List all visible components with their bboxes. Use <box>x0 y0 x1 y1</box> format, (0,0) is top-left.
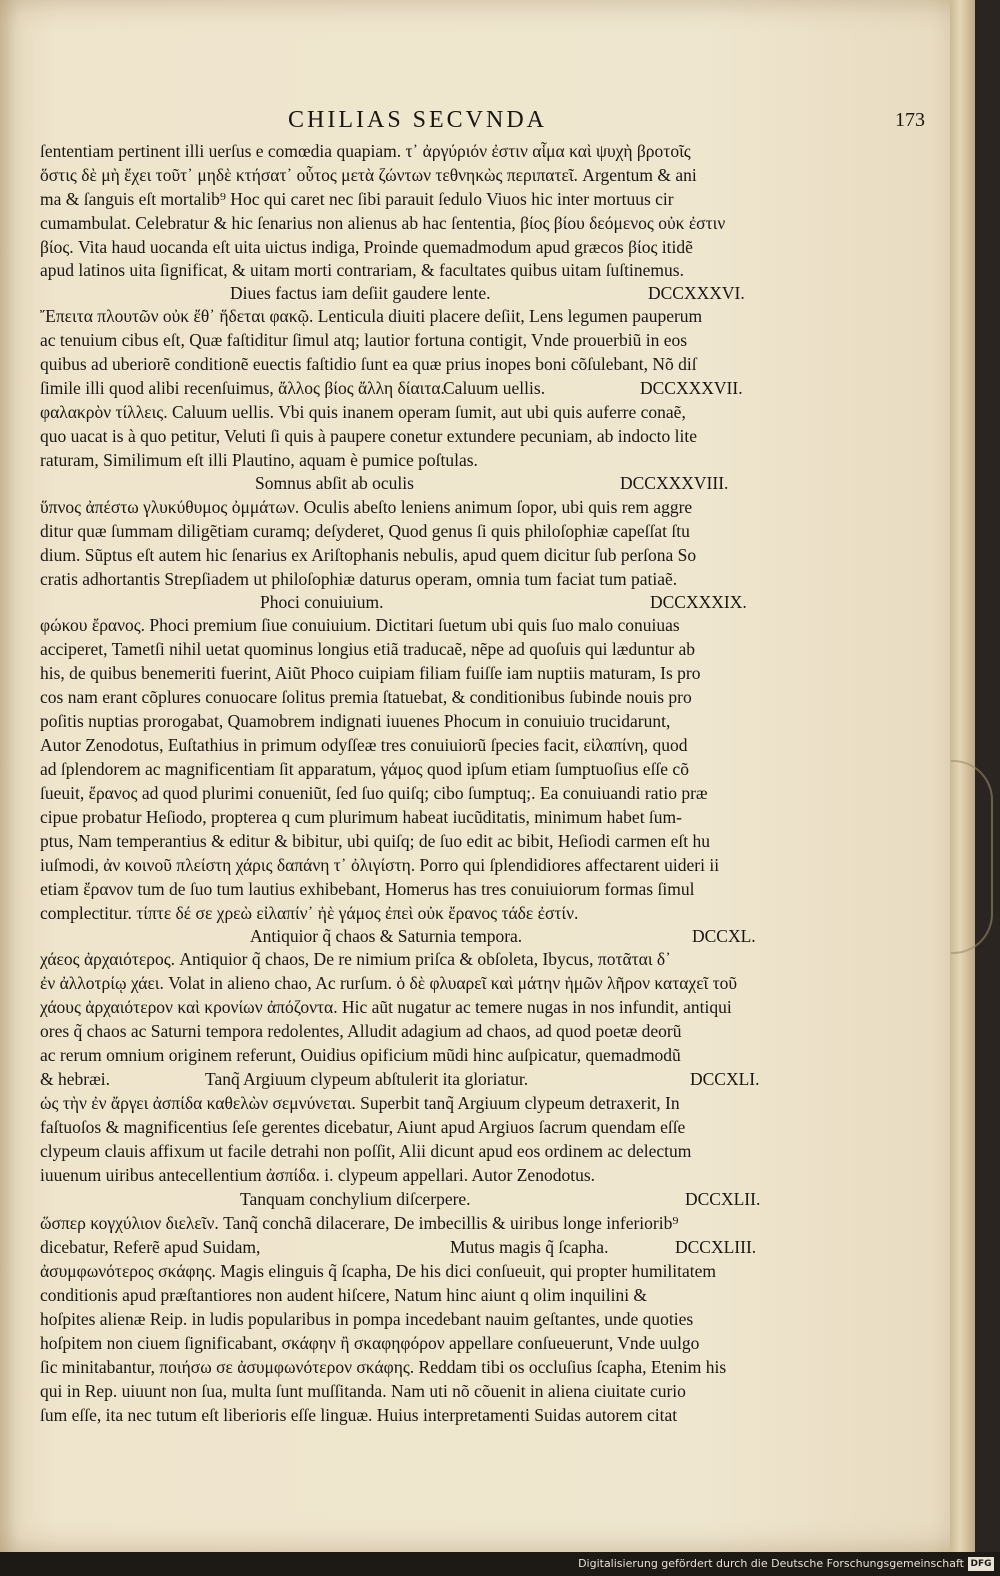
text-line: ditur quæ ſummam diligẽtiam curamq; deſyderet, Quod genus ſi quis philoſophiæ capeſſat ſtu <box>40 521 690 541</box>
text-line: ſum eſſe, ita nec tutum eſt liberioris eſſe linguæ. Huius interpretamenti Suidas autorem citat <box>40 1405 678 1425</box>
text-line: Ἔπειτα πλουτῶν οὐκ ἔθ᾽ ἥδεται φακῷ. Lenticula diuiti placere deſiit, Lens legumen pauperum <box>40 306 703 326</box>
text-line: φώκου ἔρανος. Phoci premium ſiue conuiuium. Dictitari ſuetum ubi quis ſuo malo conuiuas <box>40 615 680 635</box>
dfg-logo: DFG <box>968 1557 994 1571</box>
text-line: dium. Sũptus eſt autem hic ſenarius ex Ariſtophanis nebulis, apud quem dicitur ſub perſona So <box>40 545 697 565</box>
text-line: qui in Rep. uiuunt non ſua, multa ſunt muſſitanda. Nam uti nõ cõuenit in aliena ciuitate curio <box>40 1381 686 1401</box>
text-line: ἐν ἀλλοτρίῳ χάει. Volat in alieno chao, Ac rurſum. ὁ δὲ φλυαρεῖ καὶ μάτην ἡμῶν λῆρον καταχεῖ τοῦ <box>40 973 738 993</box>
text-line: cipue probatur Heſiodo, propterea q cum plurimum habeat iucũditatis, minimum habet ſum- <box>40 807 682 827</box>
text-line: conditionis apud præſtantiores non audent hiſcere, Natum hinc aiunt q olim inquilini & <box>40 1285 648 1305</box>
text-line: ὅστις δὲ μὴ ἔχει τοῦτ᾽ μηδὲ κτήσατ᾽ οὗτος μετὰ ζώντων τεθνηκὼς περιπατεῖ. Argentum & ani <box>40 165 697 185</box>
text-line: χάους ἀρχαιότερον καὶ κρονίων ἀπόζοντα. Hic aũt nugatur ac temere nugas in nos infundit, antiqui <box>40 997 732 1017</box>
digitization-footer <box>0 1552 1000 1576</box>
adage-number: DCCXLI. <box>690 1069 760 1089</box>
text-line: cumambulat. Celebratur & hic ſenarius non alienus ab hac ſententia, βίος βίου δεόμενος οὐκ ἐστιν <box>40 213 726 233</box>
adage-title: Caluum uellis. <box>443 378 546 398</box>
text-line: poſitis nuptias prorogabat, Quamobrem indignati iuuenes Phocum in conuiuio trucidarunt, <box>40 711 671 731</box>
text-line <box>40 377 743 399</box>
adage-title: Tanq̃ Argiuum clypeum abſtulerit ita gloriatur. <box>205 1069 529 1089</box>
page-clasp-mark <box>951 760 993 954</box>
text-line: ſic minitabantur, ποιήσω σε ἀσυμφωνότερον σκάφης. Reddam tibi os occluſius ſcapha, Etenim his <box>40 1357 727 1377</box>
text-line: clypeum clauis affixum ut facile detrahi non poſſit, Alii dicunt apud eos ordinem ac delectum <box>40 1141 692 1161</box>
text-line: cos nam erant cõplures conuocare ſolitus premia ſtatuebat, & conditionibus ſubinde nouis pro <box>40 687 692 707</box>
text-line: hoſpites alienæ Reip. in ludis popularibus in pompa incedebant nauim geſtantes, unde quoties <box>40 1309 694 1329</box>
text-line: quo uacat is à quo petitur, Veluti ſi quis à paupere conetur extundere pecuniam, ab indocto lite <box>40 426 697 446</box>
running-header <box>0 107 975 139</box>
text-line: ptus, Nam temperantius & editur & bibitur, ubi quiſq; de ſuo edit ac bibit, Heſiodi carmen eſt hu <box>40 831 710 851</box>
funding-credit: Digitalisierung gefördert durch die Deutsche Forschungsgemeinschaft <box>578 1557 964 1570</box>
text-line: ſententiam pertinent illi uerſus e comœdia quapiam. τ᾽ ἀργύριόν ἐστιν αἷμα καὶ ψυχὴ βροτοῖς <box>40 141 691 161</box>
text-line: ἀσυμφωνότερος σκάφης. Magis elinguis q̃ ſcapha, De his dici conſueuit, qui propter humilitatem <box>40 1261 717 1281</box>
text-line: etiam ἔρανον tum de ſuo tum lautius exhibebant, Homerus has tres conuiuiorum formas ſimul <box>40 879 695 899</box>
adage-title: Somnus abſit ab oculis <box>255 473 414 493</box>
text-line: χάεος ἀρχαιότερος. Antiquior q̃ chaos, De re nimium priſca & obſoleta, Ibycus, ποτᾶται δ᾽ <box>40 949 671 969</box>
adage-number: DCCXXXVI. <box>648 283 745 303</box>
adage-number: DCCXLIII. <box>675 1237 757 1257</box>
text-line: cratis adhortantis Strepſiadem ut philoſophiæ daturus operam, omnia tum faciat tum patiaẽ. <box>40 569 678 589</box>
text-line: iuſmodi, ἀν κοινοῦ πλείστη χάρις δαπάνη τ᾽ ὀλιγίστη. Porro qui ſplendidiores affectarent uideri ii <box>40 855 720 875</box>
text-line: ores q̃ chaos ac Saturni tempora redolentes, Alludit adagium ad chaos, ad quod poetæ deorũ <box>40 1021 682 1041</box>
text-line: faſtuoſos & magnificentius ſeſe gerentes dicebatur, Aiunt apud Argiuos ſacrum quendam eſſe <box>40 1117 686 1137</box>
adage-title: Antiquior q̃ chaos & Saturnia tempora. <box>250 926 523 946</box>
adage-number: DCCXXXIX. <box>650 592 747 612</box>
text-line: ac rerum omnium originem referunt, Ouidius opificium mũdi hinc auſpicatur, quemadmodũ <box>40 1045 681 1065</box>
text-fragment: dicebatur, Referẽ apud Suidam, <box>40 1237 261 1257</box>
text-line: complectitur. τίπτε δέ σε χρεὼ εἰλαπίν᾽ ἠὲ γάμος ἐπεὶ οὐκ ἔρανος τάδε ἐστίν. <box>40 903 579 923</box>
text-line: iuuenum uiribus antecellentium ἀσπίδα. i. clypeum appellari. Autor Zenodotus. <box>40 1165 596 1185</box>
text-line: ad ſplendorem ac magnificentiam ſit apparatum, γάμος quod ipſum etiam ſumptuoſius eſſe cõ <box>40 759 689 779</box>
text-line <box>40 1236 757 1258</box>
text-line: acciperet, Tametſi nihil uetat quominus longius etiã traducaẽ, nẽpe ad quoſuis qui læduntur ab <box>40 639 696 659</box>
adage-number: DCCXXXVII. <box>640 378 743 398</box>
adage-title: Tanquam conchylium diſcerpere. <box>240 1189 471 1209</box>
running-title: CHILIAS SECVNDA <box>288 107 548 133</box>
text-line: βίος. Vita haud uocanda eſt uita uictus indiga, Proinde quemadmodum apud græcos βίος itidẽ <box>40 237 693 257</box>
text-line: ma & ſanguis eſt mortalib⁹ Hoc qui caret nec ſibi parauit ſedulo Viuos hic inter mortuus cir <box>40 189 674 209</box>
adage-title: Mutus magis q̃ ſcapha. <box>450 1237 609 1257</box>
text-line: hoſpitem non ciuem ſignificabant, σκάφην ἢ σκαφηφόρον appellare conſueuerunt, Vnde uulgo <box>40 1333 700 1353</box>
text-line: raturam, Similimum eſt illi Plautino, aquam è pumice poſtulas. <box>40 450 478 470</box>
adage-title: Phoci conuiuium. <box>260 592 384 612</box>
text-line: ὥσπερ κογχύλιον διελεῖν. Tanq̃ conchã dilacerare, De imbecillis & uiribus longe inferiorib⁹ <box>40 1213 679 1233</box>
text-line: Autor Zenodotus, Euſtathius in primum odyſſeæ tres conuiuiorũ ſpecies facit, εἰλαπίνη, quod <box>40 735 688 755</box>
text-line: his, de quibus benemeriti fuerint, Aiũt Phoco cuipiam filiam fuiſſe iam nuptiis maturam, Is pro <box>40 663 701 683</box>
text-fragment: ſimile illi quod alibi recenſuimus, ἄλλος βίος ἄλλη δίαιτα. <box>40 378 445 398</box>
adage-number: DCCXXXVIII. <box>620 473 729 493</box>
text-line: ὡς τὴν ἐν ἄργει ἀσπίδα καθελὼν σεμνύνεται. Superbit tanq̃ Argiuum clypeum detraxerit, In <box>40 1093 680 1113</box>
adage-number: DCCXLII. <box>685 1189 761 1209</box>
folio-number: 173 <box>895 109 925 131</box>
text-line: ſueuit, ἔρανος ad quod plurimi conueniũt, ſed ſuo quiſq; cibo ſumptuq;. Ea conuiuandi ratio præ <box>40 783 708 803</box>
text-line <box>40 1068 760 1090</box>
adage-number: DCCXL. <box>692 926 756 946</box>
adage-title: Diues factus iam deſiit gaudere lente. <box>230 283 491 303</box>
text-line: quibus ad uberiorẽ conditionẽ euectis faſtidio ſunt ea quæ prius inopes boni cõſulebant, Nõ diſ <box>40 354 697 374</box>
text-line: ὕπνος ἀπέστω γλυκύθυμος ὀμμάτων. Oculis abeſto leniens animum ſopor, ubi quis rem aggre <box>40 497 693 517</box>
text-fragment: & hebræi. <box>40 1069 110 1089</box>
text-line: ac tenuium cibus eſt, Quæ faſtiditur ſimul atq; lautior fortuna contigit, Vnde prouerbiũ in eos <box>40 330 688 350</box>
text-line: apud latinos uita ſignificat, & uitam morti contrariam, & facultates quibus uitam ſuſtinemus. <box>40 260 684 280</box>
text-line: φαλακρὸν τίλλεις. Caluum uellis. Vbi quis inanem operam ſumit, aut ubi quis auferre conaẽ, <box>40 402 686 422</box>
